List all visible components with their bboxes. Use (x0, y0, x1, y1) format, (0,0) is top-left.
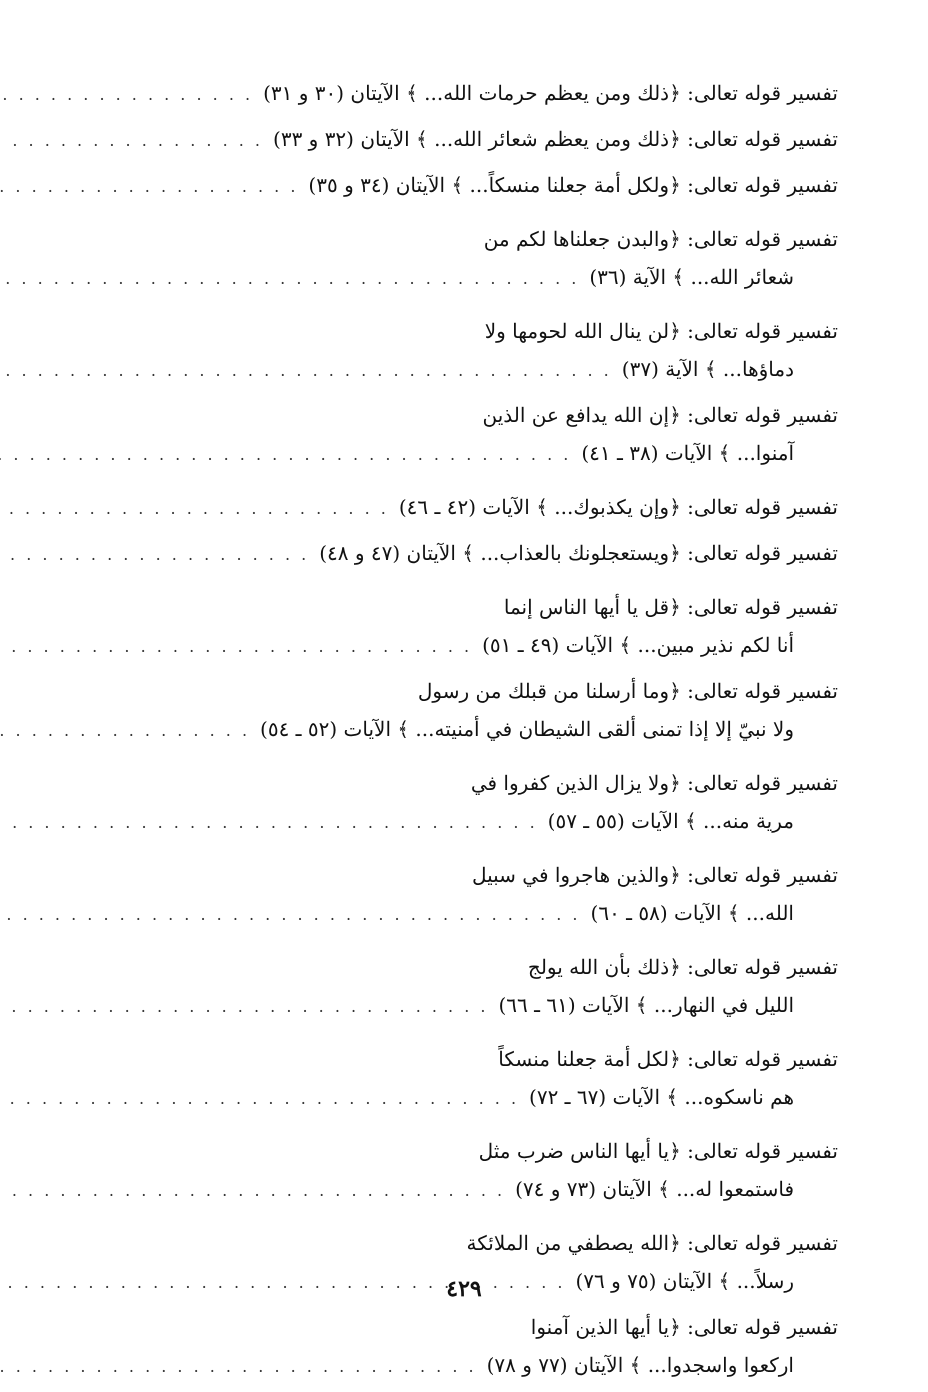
toc-entry-continuation-line (78, 258, 838, 296)
toc-entry-continuation-line (78, 710, 838, 748)
dot-leader (0, 1172, 515, 1210)
dot-leader (0, 260, 589, 298)
toc-entry (78, 488, 838, 526)
dot-leader (0, 76, 263, 114)
dot-leader (0, 168, 308, 206)
toc-entry-line (78, 166, 838, 204)
toc-entry-continuation-line (78, 1078, 838, 1116)
dot-leader (0, 1348, 487, 1386)
toc-entry-text: اركعوا واسجدوا... ﴾ الآيتان (٧٧ و ٧٨) (486, 1353, 794, 1377)
toc-entry-text: تفسير قوله تعالى: ﴿قل يا أيها الناس إنما (503, 595, 838, 619)
toc-entry (78, 764, 838, 840)
toc-entry-text: تفسير قوله تعالى: ﴿إن الله يدافع عن الذين (482, 403, 838, 427)
toc-entry (78, 856, 838, 932)
dot-leader (0, 490, 399, 528)
toc-entry-text: ولا نبيّ إلا إذا تمنى ألقى الشيطان في أمنيته... ﴾ الآيات (٥٢ ـ ٥٤) (260, 717, 794, 741)
toc-entry-continuation-line (78, 894, 838, 932)
table-of-contents (78, 74, 838, 1392)
toc-entry-line (78, 534, 838, 572)
toc-entry-text: آمنوا... ﴾ الآيات (٣٨ ـ ٤١) (581, 441, 794, 465)
toc-entry-line (78, 856, 838, 894)
dot-leader (0, 352, 622, 390)
toc-entry-continuation-line (78, 802, 838, 840)
toc-entry-line (78, 1132, 838, 1170)
toc-entry-line (78, 488, 838, 526)
toc-entry-line (78, 312, 838, 350)
toc-entry-line (78, 396, 838, 434)
toc-entry (78, 672, 838, 748)
toc-entry-continuation-line (78, 1170, 838, 1208)
toc-entry-continuation-line (78, 626, 838, 664)
toc-entry-line (78, 120, 838, 158)
toc-entry-text: تفسير قوله تعالى: ﴿ذلك بأن الله يولج (527, 955, 838, 979)
page-number: ٤٢٩ (446, 1276, 482, 1302)
toc-entry (78, 220, 838, 296)
toc-entry-text: هم ناسكوه... ﴾ الآيات (٦٧ ـ ٧٢) (529, 1085, 794, 1109)
toc-entry-text: تفسير قوله تعالى: ﴿والبدن جعلناها لكم من (483, 227, 838, 251)
toc-entry-continuation-line (78, 1346, 838, 1384)
dot-leader (0, 988, 498, 1026)
toc-entry-line (78, 1308, 838, 1346)
toc-entry-text: تفسير قوله تعالى: ﴿ولكل أمة جعلنا منسكاً... ﴾ الآيتان (٣٤ و ٣٥) (308, 173, 838, 197)
toc-entry-line (78, 672, 838, 710)
toc-entry (78, 396, 838, 472)
dot-leader (0, 804, 548, 842)
toc-entry-continuation-line (78, 986, 838, 1024)
toc-entry (78, 948, 838, 1024)
toc-entry (78, 1040, 838, 1116)
toc-entry-text: تفسير قوله تعالى: ﴿وما أرسلنا من قبلك من رسول (417, 679, 838, 703)
toc-entry-text: شعائر الله... ﴾ الآية (٣٦) (589, 265, 794, 289)
toc-entry-line (78, 588, 838, 626)
toc-entry (78, 588, 838, 664)
toc-entry-text: تفسير قوله تعالى: ﴿يا أيها الذين آمنوا (530, 1315, 838, 1339)
toc-entry-text: تفسير قوله تعالى: ﴿ولا يزال الذين كفروا في (470, 771, 838, 795)
toc-entry (78, 1132, 838, 1208)
toc-entry-line (78, 1040, 838, 1078)
dot-leader (0, 1080, 529, 1118)
toc-entry (78, 1308, 838, 1384)
toc-entry (78, 166, 838, 204)
toc-entry (78, 74, 838, 112)
toc-entry-line (78, 1224, 838, 1262)
toc-entry-continuation-line (78, 350, 838, 388)
toc-entry-text: مرية منه... ﴾ الآيات (٥٥ ـ ٥٧) (547, 809, 794, 833)
toc-entry-text: الليل في النهار... ﴾ الآيات (٦١ ـ ٦٦) (498, 993, 794, 1017)
toc-entry-text: أنا لكم نذير مبين... ﴾ الآيات (٤٩ ـ ٥١) (482, 633, 794, 657)
toc-entry-text: رسلاً... ﴾ الآيتان (٧٥ و ٧٦) (575, 1269, 794, 1293)
toc-entry-text: فاستمعوا له... ﴾ الآيتان (٧٣ و ٧٤) (515, 1177, 794, 1201)
toc-entry-text: تفسير قوله تعالى: ﴿ذلك ومن يعظم شعائر الله... ﴾ الآيتان (٣٢ و ٣٣) (273, 127, 838, 151)
toc-entry-text: تفسير قوله تعالى: ﴿لن ينال الله لحومها ولا (484, 319, 838, 343)
toc-entry (78, 312, 838, 388)
toc-entry-text: دماؤها... ﴾ الآية (٣٧) (621, 357, 794, 381)
dot-leader (0, 712, 260, 750)
dot-leader (0, 536, 319, 574)
toc-entry-text: تفسير قوله تعالى: ﴿لكل أمة جعلنا منسكاً (498, 1047, 838, 1071)
dot-leader (0, 436, 581, 474)
toc-entry-text: تفسير قوله تعالى: ﴿والذين هاجروا في سبيل (471, 863, 838, 887)
toc-entry-line (78, 74, 838, 112)
toc-entry-line (78, 948, 838, 986)
toc-entry-line (78, 764, 838, 802)
toc-entry-continuation-line (78, 434, 838, 472)
toc-entry-text: الله... ﴾ الآيات (٥٨ ـ ٦٠) (590, 901, 794, 925)
toc-entry-text: تفسير قوله تعالى: ﴿ويستعجلونك بالعذاب... ﴾ الآيتان (٤٧ و ٤٨) (319, 541, 838, 565)
toc-entry-text: تفسير قوله تعالى: ﴿الله يصطفي من الملائكة (466, 1231, 838, 1255)
toc-entry-text: تفسير قوله تعالى: ﴿يا أيها الناس ضرب مثل (478, 1139, 838, 1163)
dot-leader (0, 896, 591, 934)
toc-entry (78, 534, 838, 572)
dot-leader (0, 122, 273, 160)
toc-entry-text: تفسير قوله تعالى: ﴿ذلك ومن يعظم حرمات الله... ﴾ الآيتان (٣٠ و ٣١) (263, 81, 838, 105)
dot-leader (0, 628, 482, 666)
toc-entry-text: تفسير قوله تعالى: ﴿وإن يكذبوك... ﴾ الآيات (٤٢ ـ ٤٦) (398, 495, 838, 519)
toc-entry (78, 120, 838, 158)
toc-entry-line (78, 220, 838, 258)
